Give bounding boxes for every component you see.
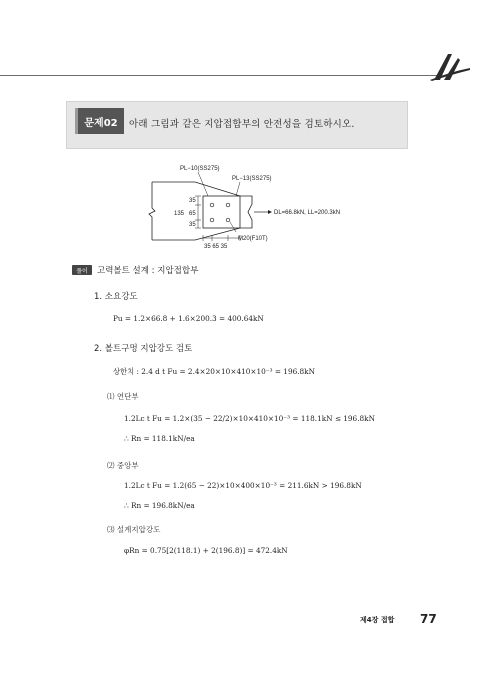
section-2-1-title: ⑴ 연단부: [107, 392, 139, 401]
section-2-2-result: ∴ Rn = 196.8kN/ea: [124, 501, 195, 510]
problem-tag: 문제02: [75, 108, 124, 134]
section-2-3-title: ⑶ 설계지압강도: [107, 525, 161, 534]
header-rule: [0, 75, 442, 76]
section-2-1-result: ∴ Rn = 118.1kN/ea: [124, 434, 195, 443]
page-number: 77: [420, 612, 437, 626]
solution-title: 고력볼트 설계 : 지압접합부: [97, 266, 199, 276]
label-bolt: M20(F10T): [238, 236, 268, 242]
label-load: DL=66.8kN, LL=200.3kN: [274, 210, 341, 216]
label-pl13: PL−13(SS275): [232, 176, 272, 182]
section-2-3-equation: φRn = 0.75[2(118.1) + 2(196.8)] = 472.4kN: [124, 546, 288, 555]
label-dim65: 65: [189, 211, 196, 217]
label-hdim: 35 65 35: [204, 244, 228, 250]
label-dim35a: 35: [189, 198, 196, 204]
label-pl10: PL−10(SS275): [180, 166, 220, 172]
label-dim135: 135: [174, 211, 185, 217]
section-2-2-title: ⑵ 중앙부: [107, 461, 139, 470]
label-dim35b: 35: [189, 222, 196, 228]
problem-box: [66, 101, 408, 149]
logo-icon: [430, 50, 470, 82]
section-1-equation: Pu = 1.2×66.8 + 1.6×200.3 = 400.64kN: [113, 314, 264, 323]
problem-text: 아래 그림과 같은 지압접합부의 안전성을 검토하시오.: [129, 119, 355, 130]
connection-diagram: [140, 160, 350, 260]
section-2-2-equation: 1.2Lc t Fu = 1.2(65 − 22)×10×400×10⁻³ = 211.6kN > 196.8kN: [124, 481, 362, 490]
section-2-1-equation: 1.2Lc t Fu = 1.2×(35 − 22/2)×10×410×10⁻³ = 118.1kN ≤ 196.8kN: [124, 414, 375, 423]
solution-badge: 풀이: [72, 265, 92, 275]
section-2-upper-limit: 상한치 : 2.4 d t Fu = 2.4×20×10×410×10⁻³ = 196.8kN: [113, 367, 315, 376]
section-2-title: 2. 볼트구멍 지압강도 검토: [94, 344, 193, 354]
chapter-label: 제4장 접합: [360, 616, 395, 624]
section-1-title: 1. 소요강도: [94, 292, 138, 302]
